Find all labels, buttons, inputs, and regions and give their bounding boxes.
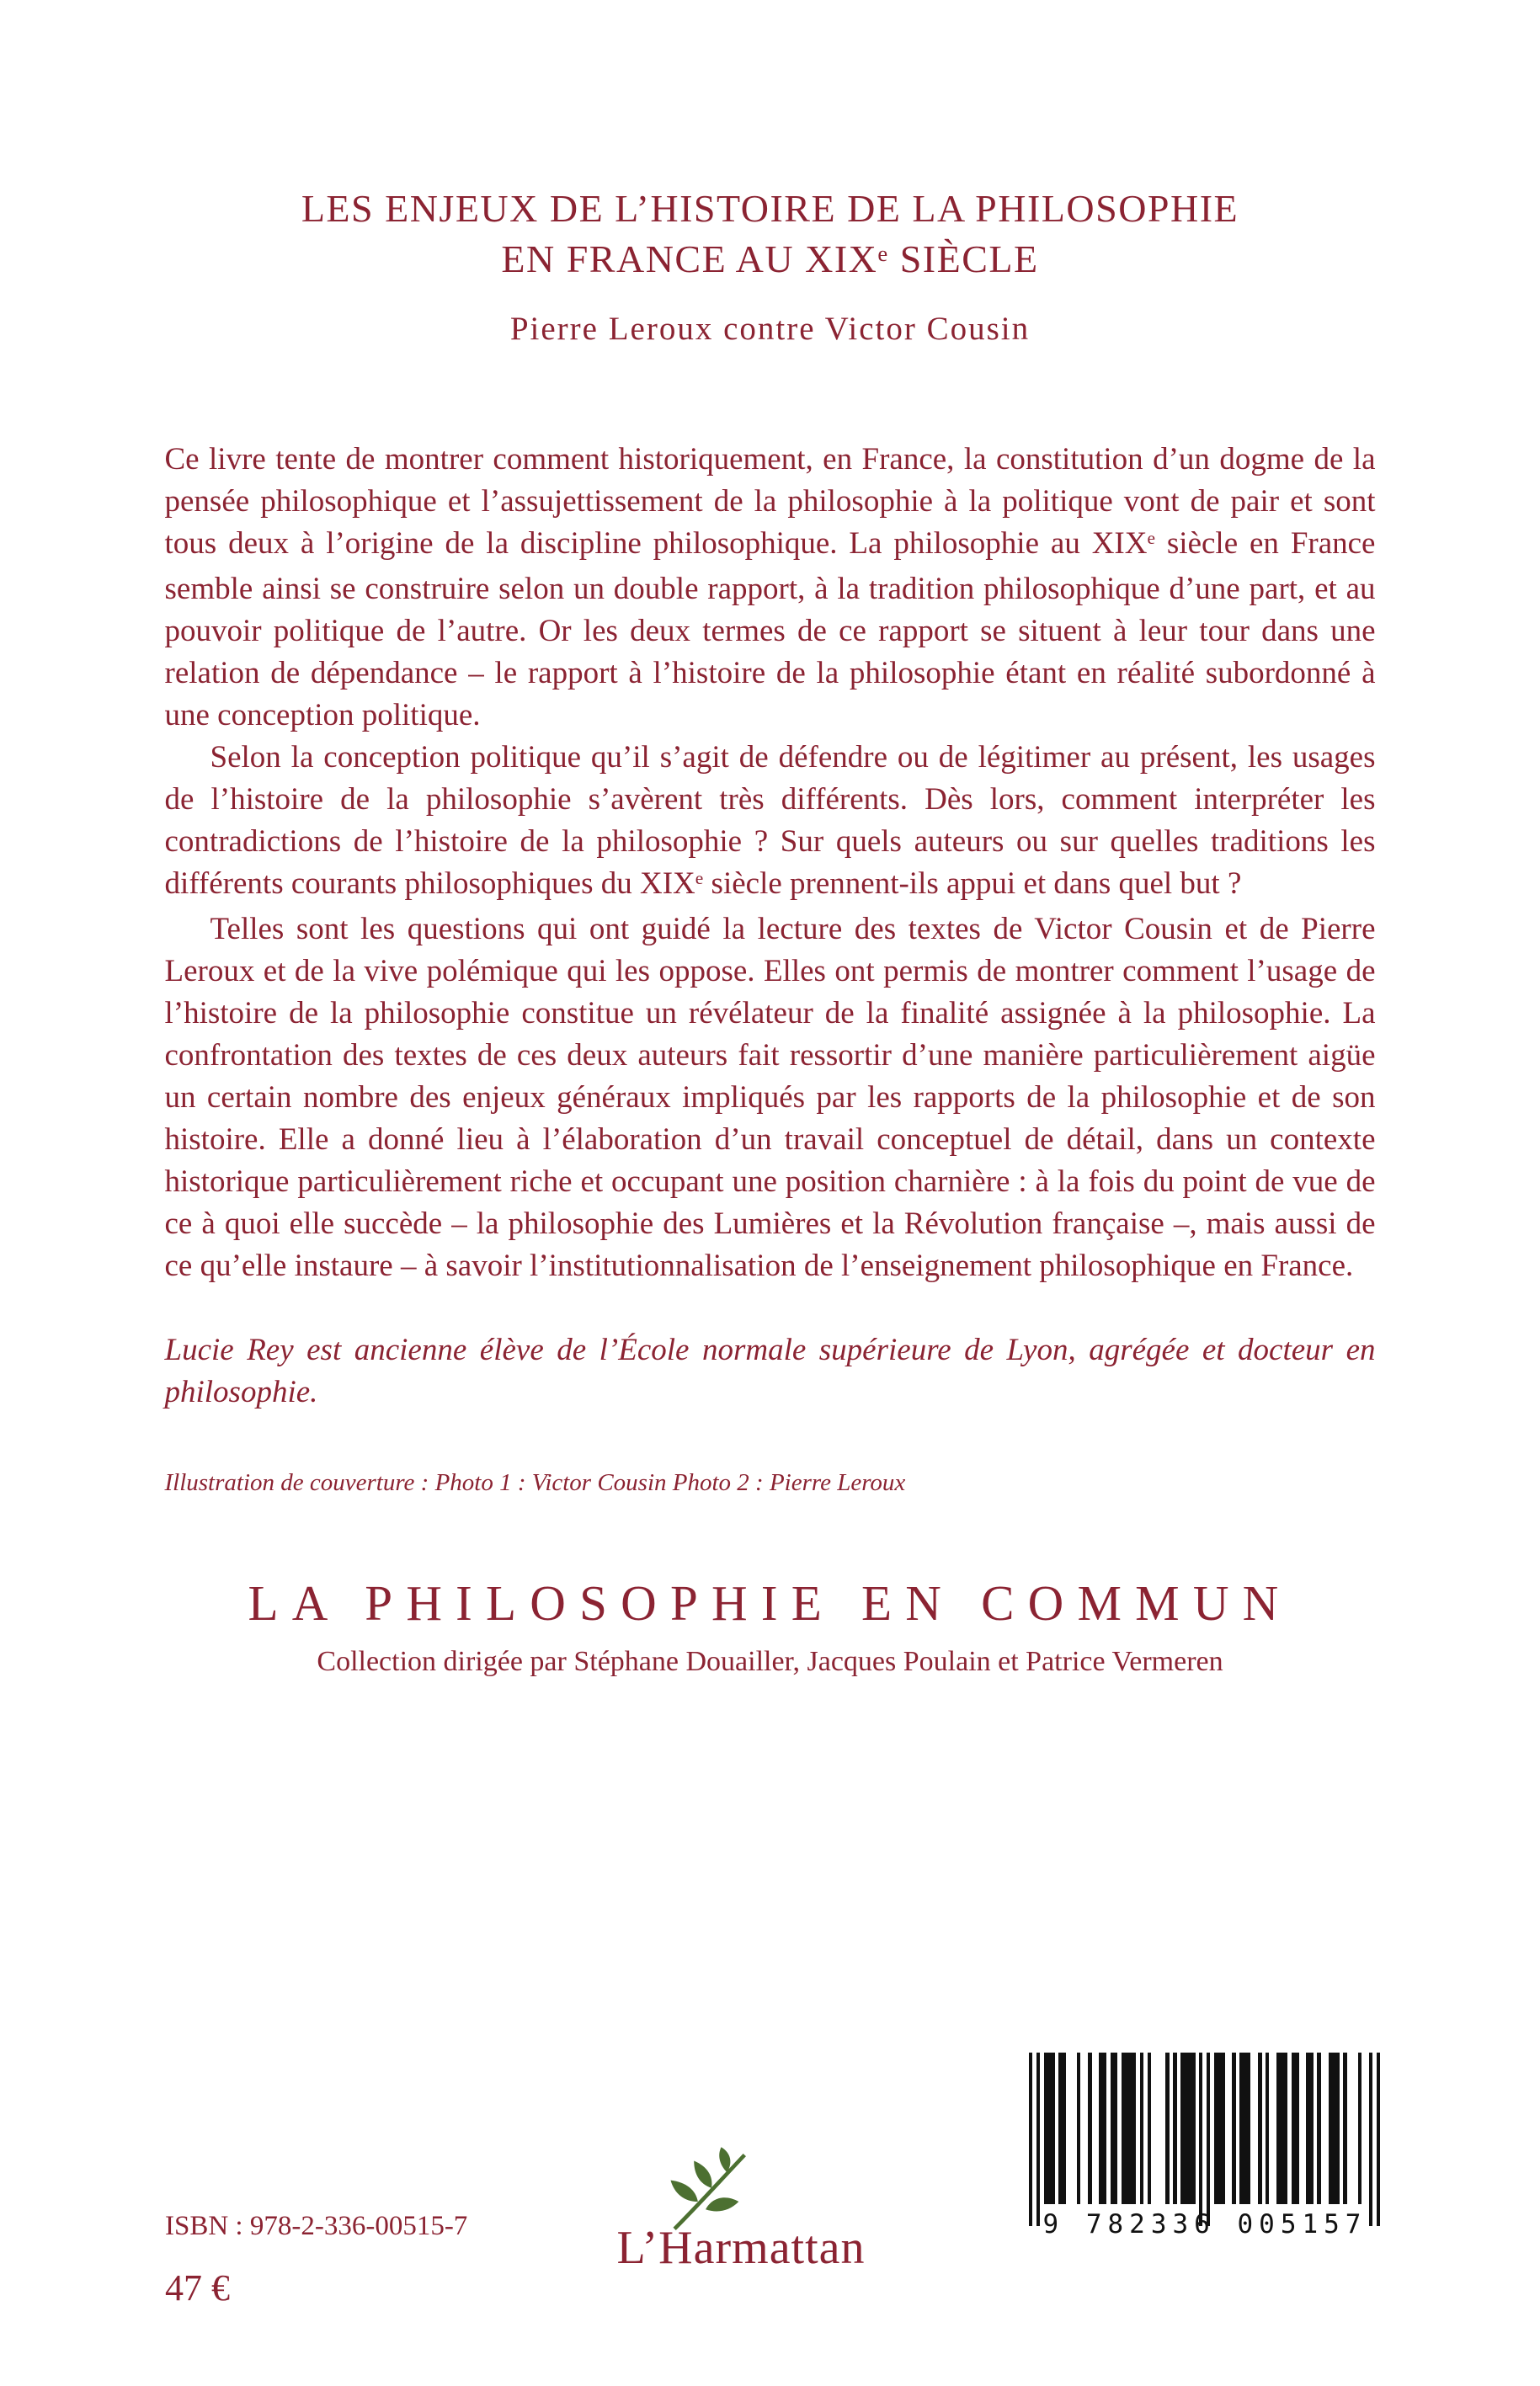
collection-block xyxy=(0,1574,1540,1678)
publisher-logo xyxy=(505,2145,977,2275)
title-block xyxy=(0,0,1540,348)
paragraph-3: Telles sont les questions qui ont guidé la lecture des textes de Victor Cousin et de Pierre Leroux et de la vive polémique qui les oppose. Elles ont permis de montrer comment l’usage de l’histoire de la philosophie constitue un révélateur de la finalité assignée à la philosophie. La confrontation des textes de ces deux auteurs fait ressortir d’une manière particulièrement aigüe un certain nombre des enjeux généraux impliqués par les rapports de la philosophie et de son histoire. Elle a donné lieu à l’élaboration d’un travail conceptuel de détail, dans un contexte historique particulièrement riche et occupant une position charnière : à la fois du point de vue de ce à quoi elle succède – la philosophie des Lumières et la Révolution française –, mais aussi de ce qu’elle instaure – à savoir l’institutionnalisation de l’enseignement philosophique en France. xyxy=(164,911,1376,1283)
barcode-bars xyxy=(1029,2053,1381,2228)
book-title xyxy=(0,184,1540,285)
isbn: ISBN : 978-2-336-00515-7 xyxy=(165,2211,468,2241)
barcode-number: 9 782336 005157 xyxy=(1042,2209,1367,2240)
paragraph-2-text: Selon la conception politique qu’il s’agit de défendre ou de légitimer au présent, les usages de l’histoire de la philosophie s’avèrent très différents. Dès lors, comment interpréter les contradictions de l’histoire de la philosophie ? Sur quels auteurs ou sur quelles traditions les différents courants philosophiques du XIX xyxy=(164,739,1376,901)
publisher-name: L’Harmattan xyxy=(616,2222,866,2274)
paragraph-1-text: Ce livre tente de montrer comment historiquement, en France, la constitution d’un dogme de la pensée philosophique et l’assujettissement de la philosophie à la politique vont de pair et sont tous deux à l’origine de la discipline philosophique. La philosophie au XIX xyxy=(164,441,1376,561)
paragraph-1 xyxy=(165,439,1376,737)
price: 47 € xyxy=(165,2267,230,2309)
cover-illustration-note: Illustration de couverture : Photo 1 : Victor Cousin Photo 2 : Pierre Leroux xyxy=(164,1468,906,1496)
book-subtitle: Pierre Leroux contre Victor Cousin xyxy=(509,310,1031,347)
barcode xyxy=(1029,2053,1381,2240)
collection-directors: Collection dirigée par Stéphane Douailler, Jacques Poulain et Patrice Vermeren xyxy=(317,1645,1223,1677)
collection-name: LA PHILOSOPHIE EN COMMUN xyxy=(248,1574,1292,1631)
paragraph-2-text-end: siècle prennent-ils appui et dans quel but ? xyxy=(703,865,1242,901)
paragraph-2-superscript: e xyxy=(695,868,704,889)
paragraph-1-text-end: siècle en France semble ainsi se construire selon un double rapport, à la tradition philosophique d’une part, et au pouvoir politique de l’autre. Or les deux termes de ce rapport se situent à leur tour dans une relation de dépendance – le rapport à l’histoire de la philosophie étant en réalité subordonné à une conception politique. xyxy=(164,525,1376,732)
paragraph-2 xyxy=(165,737,1376,908)
title-line2-end: SIÈCLE xyxy=(888,237,1039,280)
title-superscript: e xyxy=(877,241,889,266)
title-line2: EN FRANCE AU XIX xyxy=(501,237,878,280)
synopsis xyxy=(165,439,1376,1287)
author-bio: Lucie Rey est ancienne élève de l’École normale supérieure de Lyon, agrégée et docteur en philosophie. xyxy=(164,1332,1376,1409)
title-line1: LES ENJEUX DE L’HISTOIRE DE LA PHILOSOPHIE xyxy=(301,187,1239,230)
leaf-icon xyxy=(446,2145,977,2233)
paragraph-1-superscript: e xyxy=(1147,528,1155,549)
